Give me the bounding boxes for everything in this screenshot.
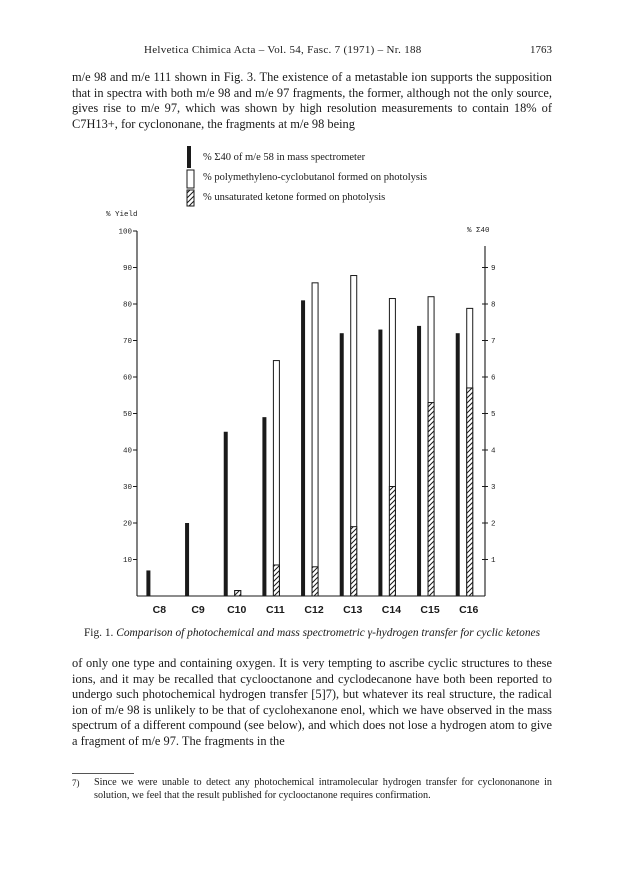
- left-axis-tick-label: 90: [122, 265, 132, 273]
- bar-unsaturated-ketone-yield: [428, 403, 434, 596]
- right-axis-tick-label: 2: [491, 520, 496, 529]
- right-axis-tick-label: 5: [491, 411, 496, 419]
- right-axis-title: % Σ40: [467, 227, 490, 235]
- left-axis-tick-label: 40: [122, 447, 132, 456]
- footnote: [72, 777, 552, 803]
- page-number: 1763: [530, 44, 552, 56]
- legend-swatch-open: [187, 170, 194, 188]
- bar-unsaturated-ketone-yield: [467, 388, 473, 596]
- bar-mass-spec-sigma40: [378, 330, 382, 596]
- legend-label-open: % polymethyleno-cyclobutanol formed on photolysis: [203, 172, 427, 183]
- right-axis-tick-label: 3: [491, 484, 496, 492]
- bar-unsaturated-ketone-yield: [312, 567, 318, 596]
- caption-prefix: Fig. 1.: [83, 627, 114, 639]
- bar-unsaturated-ketone-yield: [389, 487, 395, 597]
- yield-bar-chart: [100, 140, 520, 620]
- bar-mass-spec-sigma40: [262, 417, 266, 596]
- x-axis-category-label: C9: [191, 604, 205, 616]
- body-paragraph-top: [72, 70, 552, 132]
- bar-cyclobutanol-yield: [312, 283, 318, 596]
- x-axis-category-label: C16: [459, 604, 479, 616]
- bar-mass-spec-sigma40: [146, 570, 150, 596]
- figure-1: [100, 140, 520, 620]
- left-axis-tick-label: 30: [122, 484, 132, 492]
- left-axis-tick-label: 60: [122, 374, 132, 383]
- left-axis-tick-label: 100: [118, 228, 132, 237]
- x-axis-category-label: C14: [381, 604, 402, 616]
- right-axis-tick-label: 9: [491, 265, 496, 273]
- paragraph-text: of only one type and containing oxygen. It is very tempting to ascribe cyclic structures to these ions, and it may be recalled that cyclooctanone and cyclodecanone have both been reported to undergo such photochemical hydrogen transfer [5]7), but whatever its real structure, the radical ion of m/e 98 is unlikely to be that of cyclohexanone enol, which we have observed in the mass spectrum of a different compound (see below), and which does not lose a hydrogen atom to give a fragment of m/e 97. The fragments in the: [72, 656, 552, 748]
- figure-caption: [72, 627, 552, 639]
- left-axis-tick-label: 50: [122, 411, 132, 419]
- right-axis-tick-label: 7: [491, 338, 496, 346]
- legend-swatch-solid: [187, 146, 191, 168]
- legend-label-hatched: % unsaturated ketone formed on photolysis: [203, 192, 386, 203]
- x-axis-category-label: C11: [266, 604, 285, 616]
- journal-running-head: Helvetica Chimica Acta – Vol. 54, Fasc. 7 (1971) – Nr. 188: [144, 44, 422, 56]
- bar-mass-spec-sigma40: [301, 300, 305, 596]
- chart-legend: [187, 146, 427, 206]
- footnote-rule: [72, 773, 134, 774]
- legend-item-solid: [187, 146, 366, 168]
- right-axis-tick-label: 6: [491, 374, 496, 383]
- x-axis-category-label: C15: [420, 604, 440, 616]
- left-axis-tick-label: 20: [122, 520, 132, 529]
- x-axis-category-label: C10: [227, 604, 247, 616]
- left-axis-tick-label: 70: [122, 338, 132, 346]
- bar-unsaturated-ketone-yield: [273, 565, 279, 596]
- caption-title: Comparison of photochemical and mass spectrometric γ-hydrogen transfer for cyclic ketones: [116, 627, 541, 639]
- bar-mass-spec-sigma40: [456, 333, 460, 596]
- bar-mass-spec-sigma40: [417, 326, 421, 596]
- bar-unsaturated-ketone-yield: [351, 527, 357, 596]
- bar-mass-spec-sigma40: [340, 333, 344, 596]
- legend-swatch-hatched: [187, 190, 194, 206]
- right-axis-tick-label: 4: [491, 447, 496, 456]
- footnote-marker: 7): [72, 778, 80, 788]
- body-paragraph-bottom: [72, 656, 552, 750]
- x-axis-category-label: C12: [304, 604, 324, 616]
- legend-item-open: [187, 170, 427, 188]
- x-axis-category-label: C8: [152, 604, 167, 616]
- right-axis-tick-label: 8: [491, 301, 496, 310]
- legend-item-hatched: [187, 190, 385, 206]
- left-axis-tick-label: 10: [122, 557, 132, 565]
- footnote-text: Since we were unable to detect any photochemical intramolecular hydrogen transfer for cyclononanone in solution, we feel that the result published for cyclooctanone requires confirmation.: [94, 777, 552, 801]
- bar-mass-spec-sigma40: [185, 523, 189, 596]
- bar-unsaturated-ketone-yield: [235, 591, 241, 596]
- paragraph-text: m/e 98 and m/e 111 shown in Fig. 3. The existence of a metastable ion supports the supposition that in spectra with both m/e 98 and m/e 97 fragments, the former, although not the only source, gives rise to m/e 97, which was shown by high resolution measurements to contain 18% of C7H13+, for cyclononane, the fragments at m/e 98 being: [72, 70, 552, 131]
- x-axis-category-label: C13: [343, 604, 363, 616]
- left-axis-title: % Yield: [106, 211, 138, 219]
- page-header: [72, 44, 552, 60]
- right-axis-tick-label: 1: [491, 557, 496, 565]
- bar-mass-spec-sigma40: [224, 432, 228, 596]
- bar-cyclobutanol-yield: [273, 361, 279, 596]
- left-axis-tick-label: 80: [122, 301, 132, 310]
- legend-label-solid: % Σ40 of m/e 58 in mass spectrometer: [203, 152, 366, 163]
